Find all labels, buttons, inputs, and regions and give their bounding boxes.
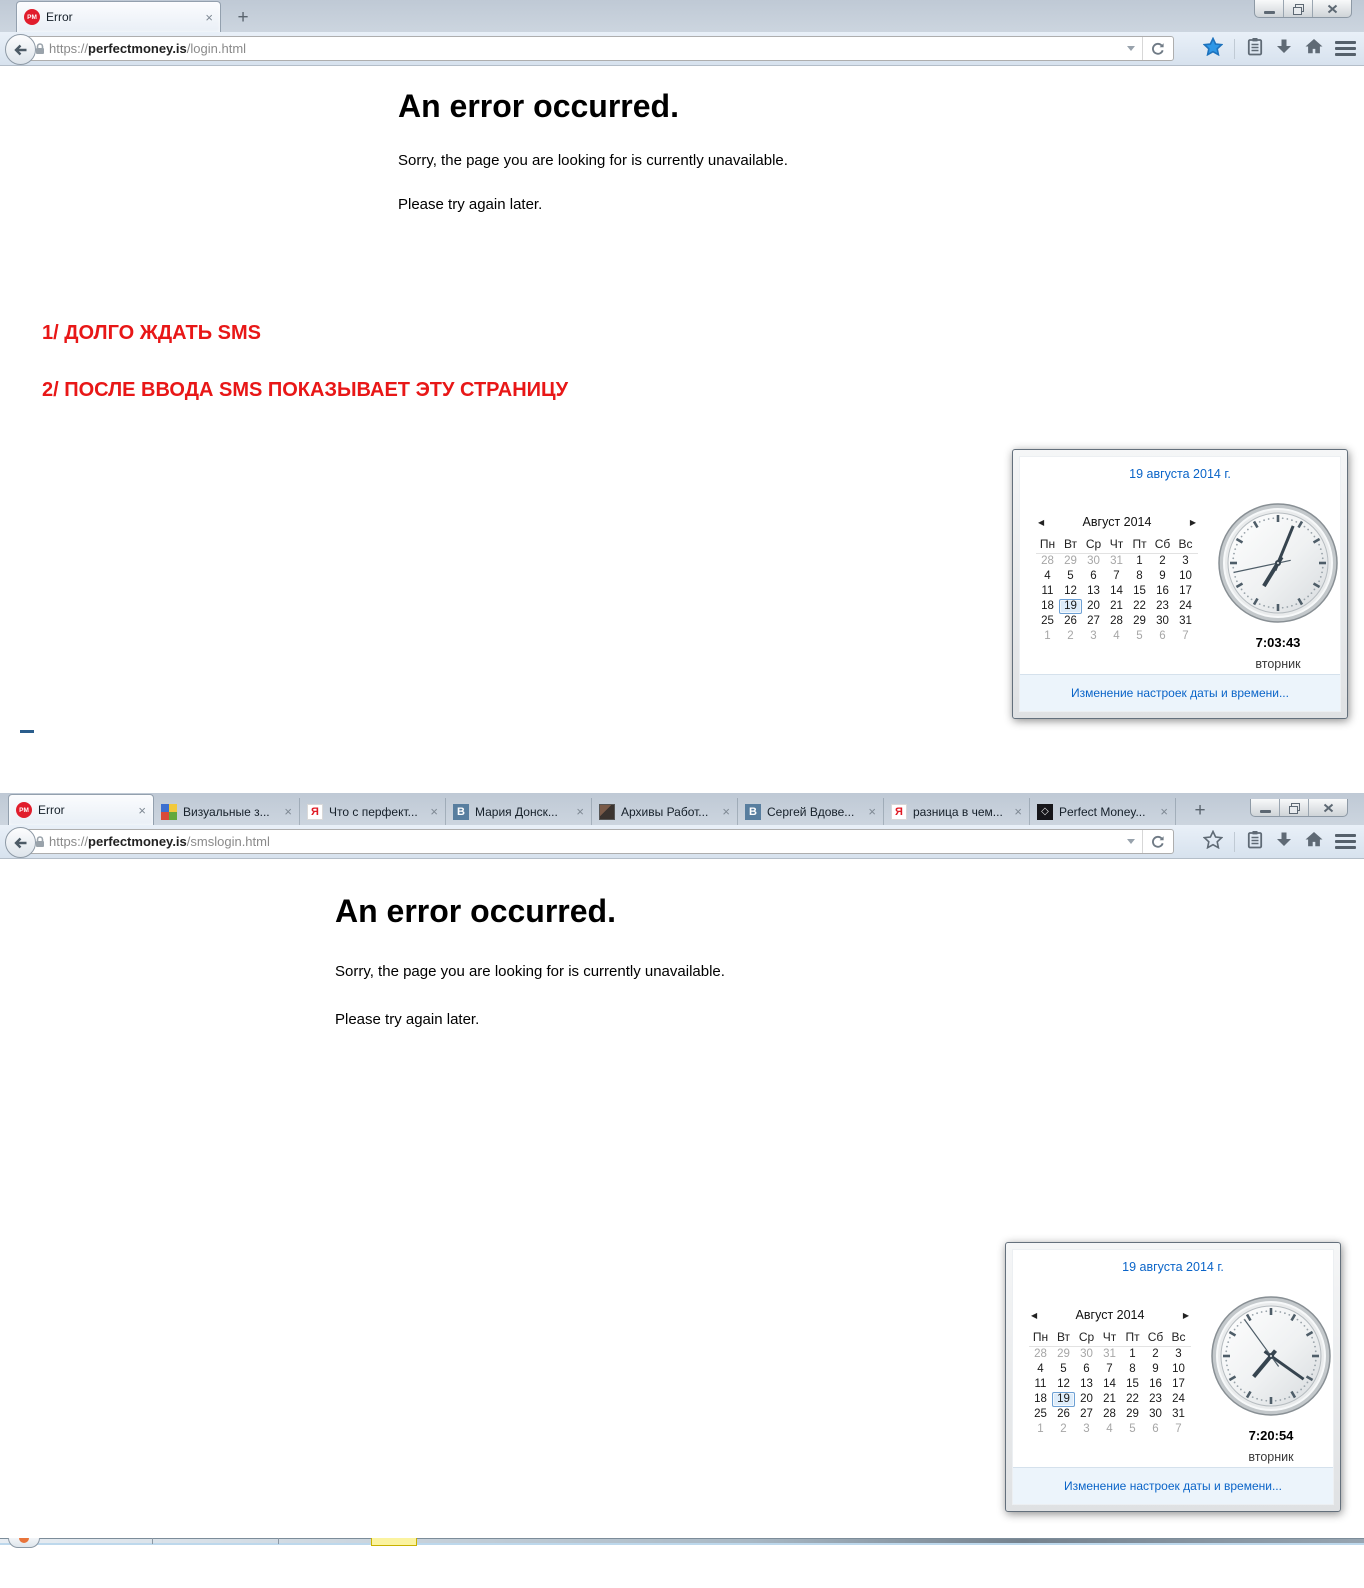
calendar-day[interactable]: 5 (1129, 1423, 1136, 1435)
tab-close-icon[interactable]: × (576, 804, 584, 819)
day-header: Чт (1109, 537, 1124, 551)
day-header: Пт (1125, 1330, 1140, 1344)
calendar-day[interactable]: 14 (1103, 1378, 1116, 1390)
close-button[interactable] (1309, 799, 1347, 816)
browser-tab[interactable] (592, 798, 738, 825)
popup-footer (1013, 1467, 1333, 1504)
bookmark-star-button[interactable] (1203, 830, 1223, 854)
calendar-day[interactable]: 3 (1175, 1348, 1182, 1360)
calendar-day-headers (1036, 537, 1198, 554)
calendar-day[interactable]: 28 (1041, 555, 1054, 567)
calendar-day[interactable]: 15 (1126, 1378, 1139, 1390)
calendar-day[interactable]: 28 (1110, 615, 1123, 627)
calendar-day[interactable]: 3 (1090, 630, 1097, 642)
day-header: Сб (1154, 537, 1171, 551)
url-dropdown-icon[interactable] (1127, 46, 1135, 51)
calendar-day[interactable]: 2 (1152, 1348, 1159, 1360)
digital-time: 7:03:43 (1255, 635, 1301, 650)
bookmark-star-button[interactable] (1203, 37, 1223, 61)
error-line-2: Please try again later. (398, 196, 543, 213)
back-arrow-icon (13, 43, 29, 57)
calendar-day[interactable]: 5 (1067, 570, 1074, 582)
browser-window-bottom (0, 793, 1364, 1538)
pm-black-favicon-icon: ◇ (1037, 804, 1053, 820)
restore-button[interactable] (1284, 0, 1313, 17)
tab-label: Perfect Money... (1059, 804, 1146, 819)
url-bar[interactable] (26, 36, 1174, 61)
restore-button[interactable] (1280, 799, 1309, 816)
tab-label: Что с перфект... (329, 804, 418, 819)
calendar-day[interactable]: 8 (1136, 570, 1143, 582)
day-header: Чт (1102, 1330, 1117, 1344)
calendar-day[interactable]: 25 (1041, 615, 1054, 627)
calendar-nav (1036, 513, 1198, 531)
browser-tab[interactable] (8, 794, 154, 825)
calendar-day[interactable]: 19 (1059, 599, 1082, 614)
clipboard-icon (1246, 830, 1264, 849)
calendar-day[interactable]: 18 (1041, 600, 1054, 612)
yandex-favicon-icon: Я (891, 804, 907, 820)
calendar-day[interactable]: 4 (1037, 1363, 1044, 1375)
calendar-week-row (1029, 1377, 1191, 1392)
day-header: Пн (1032, 1330, 1049, 1344)
tab-strip (0, 793, 1364, 825)
calendar-day[interactable]: 4 (1113, 630, 1120, 642)
calendar-day[interactable]: 17 (1172, 1378, 1185, 1390)
datetime-popup-body (1019, 456, 1341, 712)
calendar-week-row (1036, 554, 1198, 569)
calendar-day[interactable]: 14 (1110, 585, 1123, 597)
minimize-icon (1264, 11, 1275, 14)
calendar-prev-icon[interactable]: ◀ (1038, 517, 1045, 527)
window-controls (1254, 0, 1352, 18)
pm-favicon-icon: PM (24, 9, 40, 25)
menu-button[interactable] (1335, 41, 1356, 56)
calendar-day[interactable]: 1 (1136, 555, 1143, 567)
day-header: Сб (1147, 1330, 1164, 1344)
weekday-label: вторник (1255, 657, 1301, 671)
change-datetime-settings-link[interactable]: Изменение настроек даты и времени... (1071, 686, 1289, 700)
change-datetime-settings-link[interactable]: Изменение настроек даты и времени... (1064, 1479, 1282, 1493)
tab-label: Сергей Вдове... (767, 804, 855, 819)
error-heading: An error occurred. (335, 893, 616, 929)
url-path: /smslogin.html (186, 834, 270, 849)
calendar-week-row (1036, 584, 1198, 599)
tab-close-icon[interactable]: × (722, 804, 730, 819)
download-arrow-icon (1275, 38, 1293, 55)
calendar-prev-icon[interactable]: ◀ (1031, 1310, 1038, 1320)
calendar-week-row (1029, 1392, 1191, 1407)
minimize-button[interactable] (1251, 799, 1280, 816)
calendar-day[interactable]: 13 (1087, 585, 1100, 597)
calendar-day[interactable]: 7 (1175, 1423, 1182, 1435)
calendar-day[interactable]: 31 (1103, 1348, 1116, 1360)
cropped-window-sliver (0, 1538, 1364, 1548)
calendar-day[interactable]: 20 (1080, 1393, 1093, 1405)
calendar-week-row (1036, 614, 1198, 629)
calendar-day[interactable]: 9 (1152, 1363, 1159, 1375)
url-domain: perfectmoney.is (88, 834, 187, 849)
datetime-popup (1012, 449, 1348, 719)
calendar-day[interactable]: 25 (1034, 1408, 1047, 1420)
url-domain: perfectmoney.is (88, 41, 187, 56)
cropped-firefox-button (8, 1538, 40, 1548)
tab-strip (0, 0, 1364, 32)
url-scheme: https:// (49, 41, 89, 56)
tab-label: Error (46, 10, 73, 24)
error-message-block (398, 88, 788, 213)
calendar-day[interactable]: 2 (1060, 1423, 1067, 1435)
browser-window-top (0, 0, 1364, 793)
reload-button[interactable] (1142, 37, 1173, 60)
calendar-week-row (1029, 1422, 1191, 1437)
calendar-day[interactable]: 1 (1037, 1423, 1044, 1435)
reload-button[interactable] (1142, 830, 1173, 853)
calendar-day[interactable]: 6 (1159, 630, 1166, 642)
calendar-week-row (1036, 569, 1198, 584)
tab-label: разница в чем... (913, 804, 1003, 819)
calendar-next-icon[interactable]: ▶ (1189, 517, 1196, 527)
calendar-day[interactable]: 10 (1179, 570, 1192, 582)
datetime-popup-body (1012, 1249, 1334, 1505)
tab-close-icon[interactable]: × (1014, 804, 1022, 819)
vk-favicon-icon: В (745, 804, 761, 820)
tab-close-icon[interactable]: × (430, 804, 438, 819)
toolbar-separator (1234, 39, 1235, 59)
calendar-day[interactable]: 19 (1052, 1392, 1075, 1407)
calendar-day[interactable]: 2 (1159, 555, 1166, 567)
calendar-day[interactable]: 24 (1172, 1393, 1185, 1405)
browser-tab[interactable] (884, 798, 1030, 825)
error-line-2: Please try again later. (335, 1011, 480, 1028)
day-header: Вт (1063, 537, 1078, 551)
calendar-week-row (1029, 1347, 1191, 1362)
calendar-day[interactable]: 7 (1113, 570, 1120, 582)
home-icon (1304, 37, 1324, 55)
calendar-week-row (1036, 629, 1198, 644)
grid-favicon-icon (161, 804, 177, 820)
close-icon (1323, 803, 1334, 813)
tab-list (0, 793, 1176, 825)
calendar-day[interactable]: 27 (1080, 1408, 1093, 1420)
calendar-day[interactable]: 6 (1090, 570, 1097, 582)
calendar-day[interactable]: 29 (1064, 555, 1077, 567)
calendar (1036, 513, 1198, 644)
calendar-day[interactable]: 7 (1182, 630, 1189, 642)
calendar-day[interactable]: 31 (1172, 1408, 1185, 1420)
calendar-day[interactable]: 1 (1129, 1348, 1136, 1360)
calendar-day[interactable]: 3 (1182, 555, 1189, 567)
browser-tab[interactable] (738, 798, 884, 825)
tab-label: Мария Донск... (475, 804, 558, 819)
new-tab-button[interactable]: + (1194, 800, 1206, 821)
photo-favicon-icon (599, 804, 615, 820)
close-button[interactable] (1313, 0, 1351, 17)
calendar-day[interactable]: 11 (1034, 1378, 1047, 1390)
day-header: Пн (1039, 537, 1056, 551)
calendar-day[interactable]: 18 (1034, 1393, 1047, 1405)
analog-clock (1216, 501, 1340, 625)
star-icon (1203, 830, 1223, 849)
calendar-grid (1029, 1330, 1191, 1437)
tab-list (0, 0, 221, 32)
menu-icon (1335, 41, 1356, 44)
menu-button[interactable] (1335, 834, 1356, 849)
url-bar[interactable] (26, 829, 1174, 854)
bookmarks-menu-button[interactable] (1246, 830, 1264, 854)
calendar-day[interactable]: 6 (1083, 1363, 1090, 1375)
home-button[interactable] (1304, 830, 1324, 853)
calendar-month-label: Август 2014 (1075, 1308, 1145, 1322)
analog-clock (1209, 1294, 1333, 1418)
annotation-line-2: 2/ ПОСЛЕ ВВОДА SMS ПОКАЗЫВАЕТ ЭТУ СТРАНИЦУ (42, 379, 569, 401)
browser-tab[interactable] (1030, 798, 1176, 825)
restore-icon (1293, 4, 1303, 13)
bookmarks-menu-button[interactable] (1246, 37, 1264, 61)
restore-icon (1289, 803, 1299, 812)
cropped-highlight-box (371, 1538, 417, 1546)
calendar-day[interactable]: 8 (1129, 1363, 1136, 1375)
navigation-toolbar (0, 32, 1364, 66)
calendar-day[interactable]: 17 (1179, 585, 1192, 597)
tab-close-icon[interactable]: × (205, 9, 213, 25)
calendar-day[interactable]: 4 (1044, 570, 1051, 582)
close-icon (1327, 4, 1338, 14)
calendar-day[interactable]: 5 (1060, 1363, 1067, 1375)
back-arrow-icon (13, 836, 29, 850)
popup-date-link[interactable]: 19 августа 2014 г. (1122, 1260, 1224, 1274)
home-icon (1304, 830, 1324, 848)
error-heading: An error occurred. (398, 88, 679, 124)
calendar-day[interactable]: 4 (1106, 1423, 1113, 1435)
download-arrow-icon (1275, 831, 1293, 848)
calendar-week-row (1029, 1407, 1191, 1422)
annotations-block (42, 322, 568, 436)
pm-favicon-icon: PM (16, 802, 32, 818)
tab-close-icon[interactable]: × (868, 804, 876, 819)
toolbar-icons (1203, 32, 1356, 65)
calendar-day[interactable]: 31 (1110, 555, 1123, 567)
url-dropdown-icon[interactable] (1127, 839, 1135, 844)
popup-footer (1020, 674, 1340, 711)
reload-icon (1151, 42, 1165, 56)
calendar-day[interactable]: 2 (1067, 630, 1074, 642)
url-scheme: https:// (49, 834, 89, 849)
annotation-line-1: 1/ ДОЛГО ЖДАТЬ SMS (42, 322, 262, 344)
calendar-day[interactable]: 30 (1087, 555, 1100, 567)
calendar-day[interactable]: 30 (1156, 615, 1169, 627)
calendar-day[interactable]: 16 (1156, 585, 1169, 597)
reload-icon (1151, 835, 1165, 849)
weekday-label: вторник (1248, 1450, 1294, 1464)
url-path: /login.html (186, 41, 247, 56)
calendar (1029, 1306, 1191, 1437)
day-header: Вс (1178, 537, 1193, 551)
toolbar-separator (1234, 832, 1235, 852)
day-header: Вт (1056, 1330, 1071, 1344)
cropped-artifact-dash (20, 730, 34, 733)
calendar-day[interactable]: 7 (1106, 1363, 1113, 1375)
calendar-day[interactable]: 12 (1057, 1378, 1070, 1390)
calendar-grid (1036, 537, 1198, 644)
browser-tab[interactable] (16, 1, 221, 32)
calendar-day-headers (1029, 1330, 1191, 1347)
calendar-day[interactable]: 29 (1133, 615, 1146, 627)
calendar-day[interactable]: 20 (1087, 600, 1100, 612)
tab-label: Error (38, 803, 65, 817)
calendar-day[interactable]: 23 (1156, 600, 1169, 612)
tab-close-icon[interactable]: × (284, 804, 292, 819)
calendar-day[interactable]: 9 (1159, 570, 1166, 582)
calendar-day[interactable]: 13 (1080, 1378, 1093, 1390)
browser-tab[interactable] (154, 798, 300, 825)
new-tab-button[interactable]: + (237, 7, 249, 28)
window-controls (1250, 799, 1348, 817)
datetime-popup (1005, 1242, 1341, 1512)
calendar-day[interactable]: 26 (1064, 615, 1077, 627)
calendar-day[interactable]: 28 (1103, 1408, 1116, 1420)
calendar-day[interactable]: 30 (1080, 1348, 1093, 1360)
calendar-day[interactable]: 30 (1149, 1408, 1162, 1420)
error-message-block (335, 893, 725, 1028)
error-line-1: Sorry, the page you are looking for is currently unavailable. (398, 152, 788, 169)
calendar-day[interactable]: 29 (1126, 1408, 1139, 1420)
calendar-month-label: Август 2014 (1082, 515, 1152, 529)
calendar-nav (1029, 1306, 1191, 1324)
downloads-button[interactable] (1275, 831, 1293, 853)
minimize-button[interactable] (1255, 0, 1284, 17)
calendar-day[interactable]: 29 (1057, 1348, 1070, 1360)
calendar-day[interactable]: 21 (1103, 1393, 1116, 1405)
calendar-day[interactable]: 24 (1179, 600, 1192, 612)
vk-favicon-icon: В (453, 804, 469, 820)
popup-date-link[interactable]: 19 августа 2014 г. (1129, 467, 1231, 481)
back-button[interactable] (5, 827, 36, 858)
calendar-day[interactable]: 3 (1083, 1423, 1090, 1435)
calendar-day[interactable]: 15 (1133, 585, 1146, 597)
tab-close-icon[interactable]: × (138, 802, 146, 818)
day-header: Пт (1132, 537, 1147, 551)
navigation-toolbar (0, 825, 1364, 859)
calendar-day[interactable]: 26 (1057, 1408, 1070, 1420)
calendar-day[interactable]: 10 (1172, 1363, 1185, 1375)
digital-time: 7:20:54 (1248, 1428, 1294, 1443)
toolbar-icons (1203, 825, 1356, 858)
calendar-next-icon[interactable]: ▶ (1182, 1310, 1189, 1320)
calendar-day[interactable]: 28 (1034, 1348, 1047, 1360)
calendar-day[interactable]: 31 (1179, 615, 1192, 627)
tab-close-icon[interactable]: × (1160, 804, 1168, 819)
calendar-day[interactable]: 21 (1110, 600, 1123, 612)
menu-icon (1335, 834, 1356, 837)
calendar-day[interactable]: 16 (1149, 1378, 1162, 1390)
home-button[interactable] (1304, 37, 1324, 60)
tab-label: Архивы Работ... (621, 804, 709, 819)
calendar-day[interactable]: 27 (1087, 615, 1100, 627)
calendar-day[interactable]: 22 (1133, 600, 1146, 612)
calendar-day[interactable]: 23 (1149, 1393, 1162, 1405)
tab-label: Визуальные з... (183, 804, 270, 819)
yandex-favicon-icon: Я (307, 804, 323, 820)
clipboard-icon (1246, 37, 1264, 56)
calendar-day[interactable]: 6 (1152, 1423, 1159, 1435)
day-header: Ср (1085, 537, 1102, 551)
calendar-day[interactable]: 12 (1064, 585, 1077, 597)
browser-tab[interactable] (446, 798, 592, 825)
day-header: Ср (1078, 1330, 1095, 1344)
calendar-day[interactable]: 5 (1136, 630, 1143, 642)
day-header: Вс (1171, 1330, 1186, 1344)
downloads-button[interactable] (1275, 38, 1293, 60)
calendar-day[interactable]: 1 (1044, 630, 1051, 642)
calendar-day[interactable]: 22 (1126, 1393, 1139, 1405)
minimize-icon (1260, 810, 1271, 813)
error-line-1: Sorry, the page you are looking for is currently unavailable. (335, 963, 725, 980)
back-button[interactable] (5, 34, 36, 65)
calendar-day[interactable]: 11 (1041, 585, 1054, 597)
star-icon (1203, 37, 1223, 56)
calendar-week-row (1029, 1362, 1191, 1377)
calendar-week-row (1036, 599, 1198, 614)
browser-tab[interactable] (300, 798, 446, 825)
